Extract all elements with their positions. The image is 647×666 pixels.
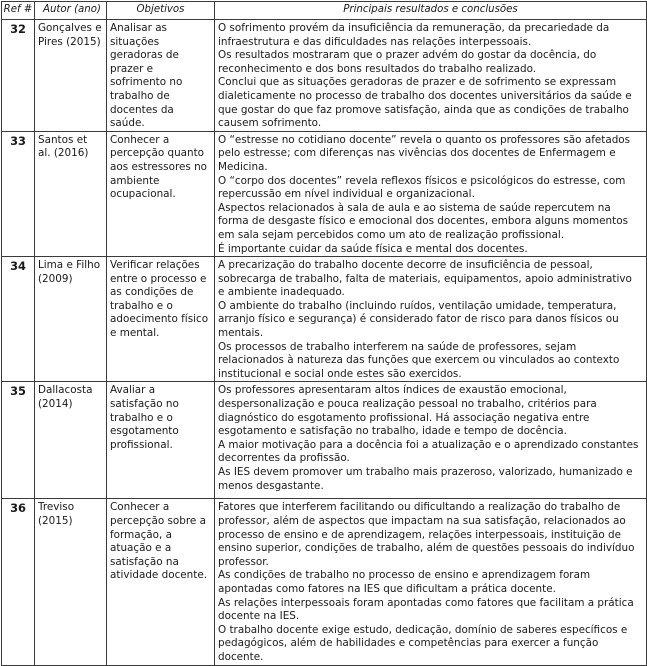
objective-cell: Conhecer a percepção quanto aos estressores no ambiente ocupacional.: [107, 131, 215, 256]
results-cell: [215, 499, 647, 665]
result-paragraph: A precarização do trabalho docente decorre de insuficiência de pessoal, sobrecarga de trabalho, falta de materiais, equipamentos, apoio administrativo e ambiente inadequado.: [218, 259, 632, 299]
objective-cell: Avaliar a satisfação no trabalho e o esgotamento profissional.: [107, 382, 215, 499]
header-results: Principais resultados e conclusões: [215, 2, 647, 20]
results-cell: [215, 20, 647, 132]
result-paragraph: A maior motivação para a docência foi a atualização e o aprendizado constantes decorrentes da profissão.: [218, 438, 639, 465]
ref-cell: 35: [2, 382, 35, 499]
author-cell: Lima e Filho (2009): [35, 257, 107, 382]
ref-cell: 32: [2, 20, 35, 132]
result-paragraph: Aspectos relacionados à sala de aula e ao sistema de saúde repercutem na forma de desgaste físico e emocional dos docentes, embora alguns momentos em sala sejam percebidos como um ato de realização profissional.: [218, 201, 628, 241]
results-cell: [215, 257, 647, 382]
table-row: [2, 499, 647, 665]
result-paragraph: As relações interpessoais foram apontadas como fatores que facilitam a prática docente na IES.: [218, 596, 634, 623]
ref-cell: 34: [2, 257, 35, 382]
ref-cell: 33: [2, 131, 35, 256]
table-row: [2, 382, 647, 499]
header-ref: Ref #: [2, 2, 35, 20]
result-paragraph: O ambiente do trabalho (incluindo ruídos, ventilação umidade, temperatura, arranjo físico e segurança) é considerado fator de risco para danos físicos ou mentais.: [218, 299, 619, 340]
result-paragraph: As condições de trabalho no processo de ensino e aprendizagem foram apontadas como fatores na IES que dificultam a prática docente.: [218, 569, 591, 595]
author-cell: Dallacosta (2014): [35, 382, 107, 499]
table-row: [2, 20, 647, 132]
objective-cell: Verificar relações entre o processo e as condições de trabalho e o adoecimento físico e mental.: [107, 257, 215, 382]
header-objectives: Objetivos: [107, 2, 215, 20]
table-row: [2, 257, 647, 382]
result-paragraph: O trabalho docente exige estudo, dedicação, domínio de saberes específicos e pedagógicos, além de habilidades e competências para exercer a função docente.: [218, 623, 628, 663]
result-paragraph: Os processos de trabalho interferem na saúde de professores, sejam relacionados à natureza das funções que exercem ou vinculados ao contexto institucional e social onde estes são exercidos.: [218, 340, 620, 380]
result-paragraph: Fatores que interferem facilitando ou dificultando a realização do trabalho de professor, além de aspectos que impactam na sua satisfação, relacionados ao processo de ensino e de aprendizagem, relações interpessoais, instituição de ensino superior, condições de trabalho, além de questões pessoais do indivíduo professor.: [218, 501, 635, 568]
ref-cell: 36: [2, 499, 35, 665]
result-paragraph: O “corpo dos docentes” revela reflexos físicos e psicológicos do estresse, com repercussão em nível individual e organizacional.: [218, 174, 626, 201]
result-paragraph: Os resultados mostraram que o prazer advém do gostar da docência, do reconhecimento e dos bons resultados do trabalho realizado.: [218, 49, 597, 75]
result-paragraph: É importante cuidar da saúde física e mental dos docentes.: [218, 242, 528, 255]
result-paragraph: O sofrimento provém da insuficiência da remuneração, da precariedade da infraestrutura e das dificuldades nas relações interpessoais.: [218, 22, 610, 48]
objective-cell: Conhecer a percepção sobre a formação, a atuação e a satisfação na atividade docente.: [107, 499, 215, 665]
table-header: [2, 2, 647, 20]
header-row: [2, 2, 647, 20]
result-paragraph: Conclui que as situações geradoras de prazer e de sofrimento se expressam dialeticamente no processo de trabalho dos docentes universitários da saúde e que gostar do que faz promove satisfação, ainda que as condições de trabalho causem sofrimento.: [218, 76, 632, 130]
result-paragraph: Os professores apresentaram altos índices de exaustão emocional, despersonalização e pouca realização pessoal no trabalho, critérios para diagnóstico do esgotamento profissional. Há associação negativa entre esgotamento e satisfação no trabalho, idade e tempo de docência.: [218, 384, 597, 438]
header-author: Autor (ano): [35, 2, 107, 20]
table-body: [2, 20, 647, 666]
author-cell: Gonçalves e Pires (2015): [35, 20, 107, 132]
objective-cell: Analisar as situações geradoras de prazer e sofrimento no trabalho de docentes da saúde.: [107, 20, 215, 132]
result-paragraph: O “estresse no cotidiano docente” revela o quanto os professores são afetados pelo estresse; com diferenças nas vivências dos docentes de Enfermagem e Medicina.: [218, 133, 631, 173]
results-cell: [215, 382, 647, 499]
table-row: [2, 131, 647, 256]
studies-table: [1, 1, 647, 666]
result-paragraph: As IES devem promover um trabalho mais prazeroso, valorizado, humanizado e menos desgastante.: [218, 466, 633, 492]
author-cell: Treviso (2015): [35, 499, 107, 665]
results-cell: [215, 131, 647, 256]
author-cell: Santos et al. (2016): [35, 131, 107, 256]
